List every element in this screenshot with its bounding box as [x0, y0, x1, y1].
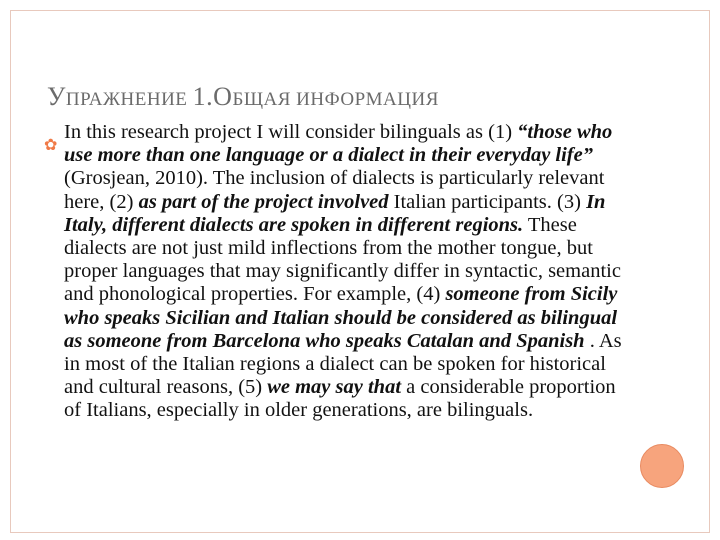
- text-segment: a considerable proportion of Italians, especially in older generations, are bilinguals.: [64, 376, 616, 422]
- text-segment: (Grosjean, 2010). The inclusion of dialects is particularly relevant here, (2): [64, 167, 605, 213]
- title-part-1: ПРАЖНЕНИЕ: [65, 89, 193, 110]
- fleuron-bullet-icon: ✿: [44, 137, 58, 154]
- emphasis-text: we may say that: [267, 376, 402, 399]
- emphasis-text: In Italy, different dialects are spoken in different regions.: [64, 190, 606, 236]
- text-segment: In this research project I will consider bilinguals as (1): [64, 121, 513, 143]
- title-initial-2: 1.О: [192, 82, 233, 111]
- body-paragraph: [64, 121, 634, 423]
- emphasis-text: someone from Sicily who speaks Sicilian and Italian should be considered as bilingual as someone from Barcelona who speaks Catalan and Spanish: [64, 283, 618, 352]
- title-initial-1: У: [47, 82, 66, 111]
- emphasis-quote: “those who use more than one language or a dialect in their everyday life”: [64, 121, 613, 167]
- text-segment: . As in most of the Italian regions a dialect can be spoken for historical and cultural reasons, (5): [64, 329, 622, 399]
- slide-title: [47, 78, 439, 110]
- text-segment: These dialects are not just mild inflections from the mother tongue, but proper languages that may significantly differ in syntactic, semantic and phonological properties. For example, (4): [64, 213, 621, 306]
- decorative-circle: [640, 444, 684, 488]
- text-segment: Italian participants. (3): [388, 190, 587, 213]
- emphasis-text: as part of the project involved: [138, 190, 389, 213]
- title-part-2: БЩАЯ ИНФОРМАЦИЯ: [232, 89, 439, 110]
